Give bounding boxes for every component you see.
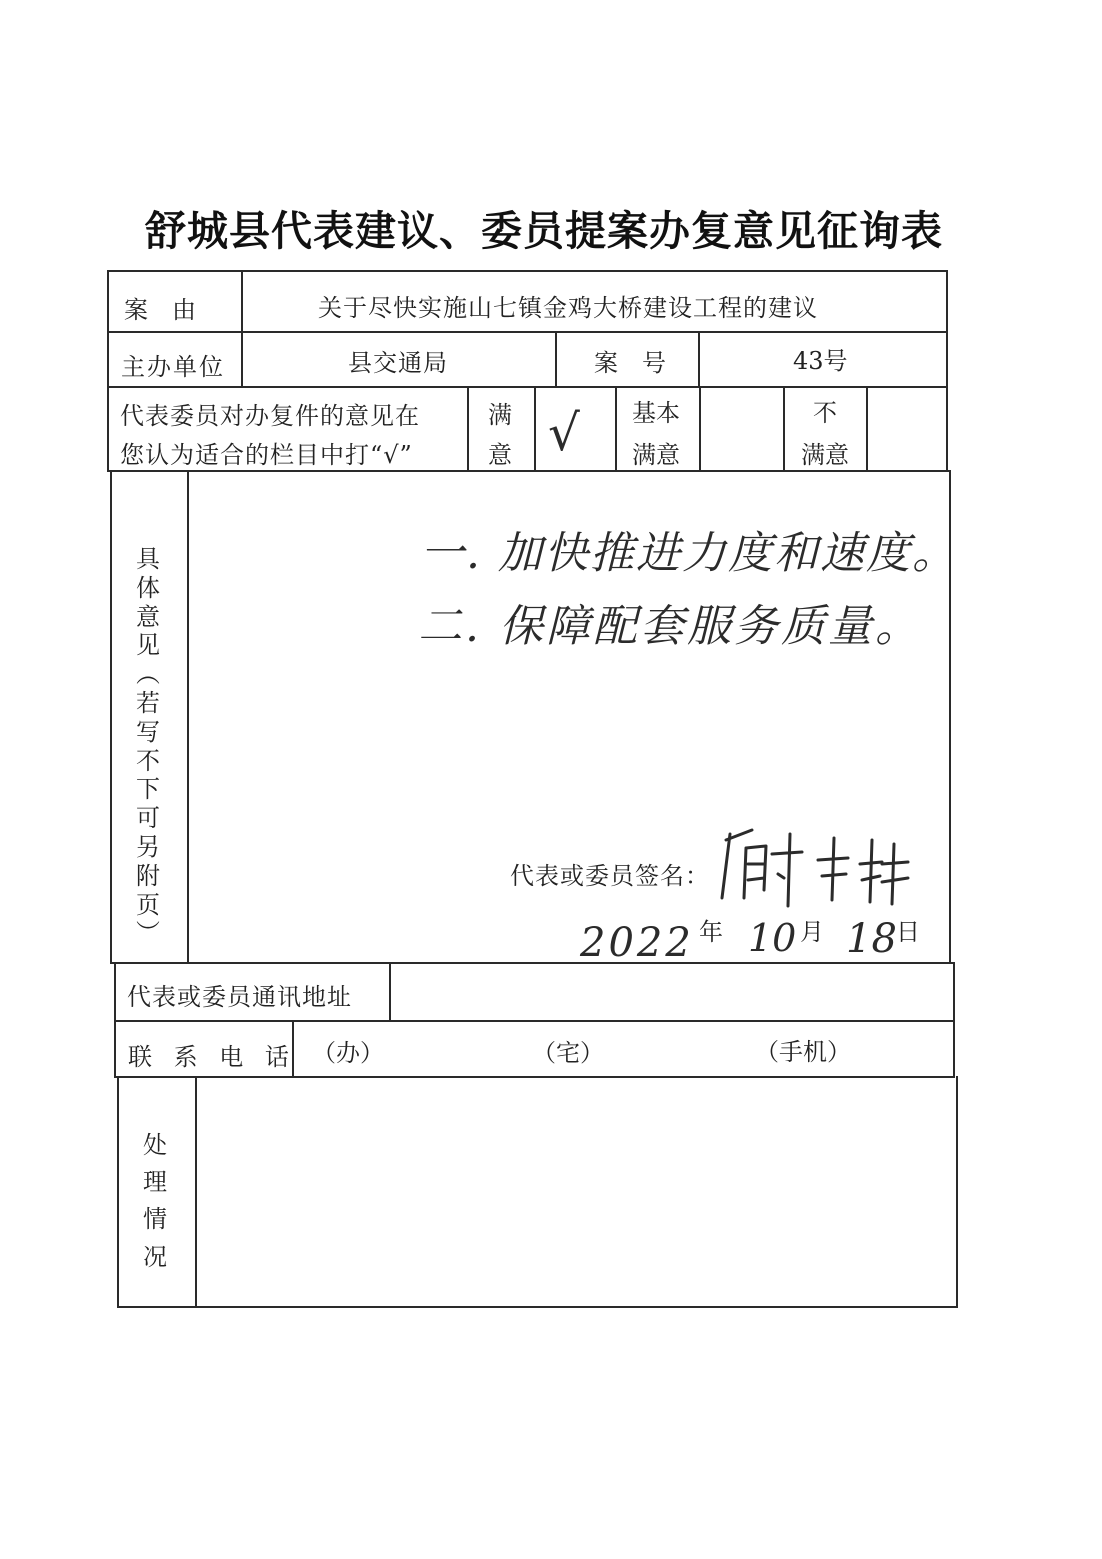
- option-basic-2: 满意: [632, 441, 680, 469]
- option-unsatisfied-2: 满意: [801, 441, 849, 469]
- form-title: 舒城县代表建议、委员提案办复意见征询表: [145, 207, 943, 255]
- option-satisfied-1: 满: [488, 401, 512, 429]
- specific-opinion-label: 具 体 意 见 ︵ 若 写 不 下 可 另 附 页 ︶: [136, 545, 160, 948]
- address-label: 代表或委员通讯地址: [127, 983, 352, 1011]
- date-year-handwritten: 2022: [580, 920, 694, 966]
- opinion-prompt-line1: 代表委员对办复件的意见在: [120, 402, 420, 430]
- host-unit-value: 县交通局: [348, 349, 448, 377]
- handwritten-opinion-line1: 一. 加快推进力度和速度。: [420, 528, 958, 579]
- handling-label: 处 理 情 况: [143, 1131, 167, 1271]
- handwritten-signature: [712, 820, 912, 910]
- date-month-unit: 月: [800, 918, 824, 946]
- date-month-handwritten: 10: [748, 916, 797, 960]
- option-basic-1: 基本: [632, 399, 680, 427]
- subject-label: 案 由: [124, 296, 196, 324]
- phone-mobile-label: （手机）: [755, 1038, 851, 1066]
- option-unsatisfied-1: 不: [813, 399, 837, 427]
- handling-content-area[interactable]: [200, 1080, 952, 1302]
- opinion-prompt-line2: 您认为适合的栏目中打“√”: [120, 441, 413, 469]
- date-year-unit: 年: [699, 918, 723, 946]
- address-field[interactable]: [395, 966, 947, 1018]
- satisfied-check-mark[interactable]: √: [548, 404, 580, 462]
- case-number-value: 43号: [793, 347, 848, 375]
- phone-home-label: （宅）: [532, 1039, 604, 1067]
- handwritten-opinion-line2: 二. 保障配套服务质量。: [418, 601, 922, 652]
- case-number-label: 案 号: [594, 349, 666, 377]
- phone-label: 联 系 电 话: [128, 1043, 296, 1071]
- subject-value: 关于尽快实施山七镇金鸡大桥建设工程的建议: [318, 294, 818, 322]
- host-unit-label: 主办单位: [121, 353, 225, 381]
- option-satisfied-2: 意: [488, 441, 512, 469]
- date-day-handwritten: 18: [846, 916, 897, 962]
- date-day-unit: 日: [896, 918, 920, 946]
- signature-label: 代表或委员签名：: [510, 862, 710, 890]
- phone-office-label: （办）: [312, 1039, 384, 1067]
